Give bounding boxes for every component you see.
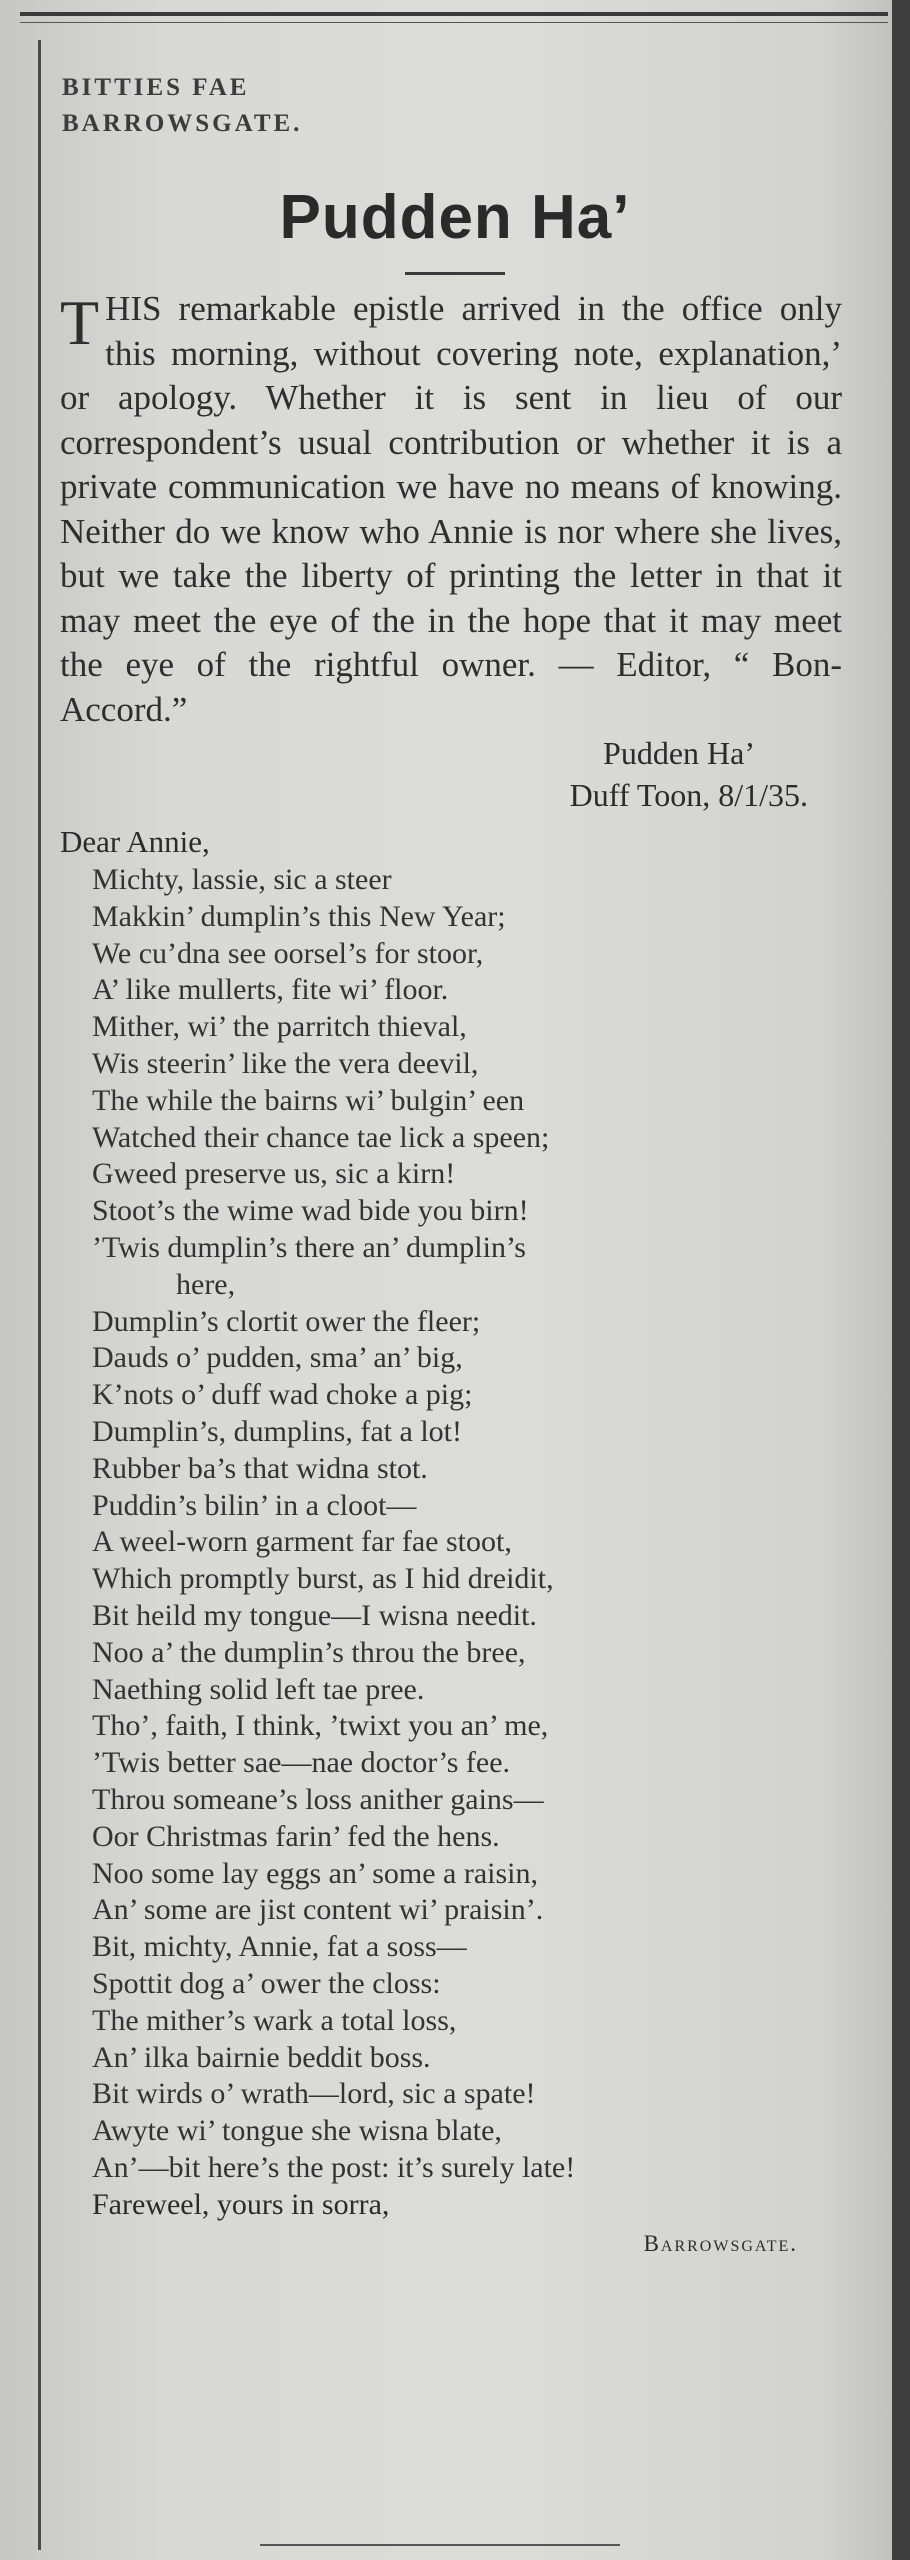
poem-line: Naething solid left tae pree.	[92, 1672, 425, 1706]
letter-date: Duff Toon, 8/1/35.	[569, 777, 808, 813]
poem-line: Mither, wi’ the parritch thieval,	[92, 1010, 467, 1044]
poem-line: An’ some are jist content wi’ praisin’.	[92, 1893, 544, 1927]
editor-note-text: HIS remarkable epistle arrived in the office only this morning, without covering note, explanation,’ or apology. Whether it is sent in lieu of our correspondent’s usual contribution or whether it is a private communication we have no means of knowing. Neither do we know who Annie is nor where she lives, but we take the liberty of printing the letter in that it may meet the eye of the in the hope that it may meet the eye of the rightful owner. — Editor, “ Bon-Accord.”	[60, 289, 842, 729]
poem-line: Dumplin’s clortit ower the fleer;	[92, 1304, 481, 1338]
poem-line: Which promptly burst, as I hid dreidit,	[92, 1562, 554, 1596]
poem-line: The mither’s wark a total loss,	[92, 2003, 457, 2037]
article-column	[60, 70, 850, 2257]
top-rule	[20, 12, 888, 16]
poem-line: Oor Christmas farin’ fed the hens.	[92, 1819, 500, 1853]
editor-note	[60, 287, 850, 732]
poem-line: ’Twis dumplin’s there an’ dumplin’s	[92, 1230, 526, 1264]
poem-line: Wis steerin’ like the vera deevil,	[92, 1046, 479, 1080]
poem-line: Makkin’ dumplin’s this New Year;	[92, 899, 506, 933]
poem-line: Watched their chance tae lick a speen;	[92, 1120, 550, 1154]
poem-line: Bit heild my tongue—I wisna needit.	[92, 1598, 537, 1632]
letter-dateline	[60, 732, 850, 816]
top-rule-thin	[20, 22, 888, 23]
letter-address: Pudden Ha’	[603, 735, 755, 771]
poem-line: Stoot’s the wime wad bide you birn!	[92, 1194, 529, 1228]
poem-line: Michty, lassie, sic a steer	[92, 863, 392, 896]
bottom-rule	[260, 2544, 620, 2546]
title-rule	[405, 272, 505, 275]
poem-line: An’ ilka bairnie beddit boss.	[92, 2040, 431, 2074]
poem-line: We cu’dna see oorsel’s for stoor,	[92, 936, 484, 970]
poem-line: Bit wirds o’ wrath—lord, sic a spate!	[92, 2077, 536, 2111]
drop-cap: T	[60, 287, 100, 358]
letter-signature: Barrowsgate.	[643, 2230, 798, 2256]
poem-line: Bit, michty, Annie, fat a soss—	[92, 1930, 467, 1964]
poem-line: An’—bit here’s the post: it’s surely late!	[92, 2150, 576, 2184]
poem-line: Tho’, faith, I think, ’twixt you an’ me,	[92, 1709, 549, 1743]
poem-line: Noo some lay eggs an’ some a raisin,	[92, 1856, 539, 1890]
letter-signoff: Fareweel, yours in sorra,	[92, 2187, 390, 2221]
poem-line: Noo a’ the dumplin’s throu the bree,	[92, 1635, 526, 1669]
poem-line: Spottit dog a’ ower the closs:	[92, 1966, 441, 2000]
letter-salutation: Dear Annie,	[60, 824, 210, 859]
page-edge	[892, 0, 910, 2560]
poem-line: Throu someane’s loss anither gains—	[92, 1782, 544, 1816]
section-heading	[62, 70, 850, 142]
poem-line: Dumplin’s, dumplins, fat a lot!	[92, 1414, 462, 1448]
poem-line: ’Twis better sae—nae doctor’s fee.	[92, 1746, 511, 1780]
poem-line: The while the bairns wi’ bulgin’ een	[92, 1083, 525, 1117]
poem-line: here,	[176, 1267, 236, 1301]
poem-line: Dauds o’ pudden, sma’ an’ big,	[92, 1341, 463, 1375]
section-heading-line: BITTIES FAE	[62, 74, 250, 101]
poem	[60, 862, 850, 2187]
poem-line: Rubber ba’s that widna stot.	[92, 1451, 428, 1485]
poem-line: K’nots o’ duff wad choke a pig;	[92, 1378, 473, 1412]
poem-line: Puddin’s bilin’ in a cloot—	[92, 1488, 417, 1522]
poem-line: Gweed preserve us, sic a kirn!	[92, 1157, 456, 1191]
column-rule	[38, 40, 41, 2550]
poem-line: A’ like mullerts, fite wi’ floor.	[92, 973, 449, 1007]
poem-line: Awyte wi’ tongue she wisna blate,	[92, 2114, 502, 2148]
article-title: Pudden Ha’	[279, 183, 631, 252]
section-heading-line: BARROWSGATE.	[62, 110, 303, 137]
poem-line: A weel-worn garment far fae stoot,	[92, 1525, 512, 1559]
